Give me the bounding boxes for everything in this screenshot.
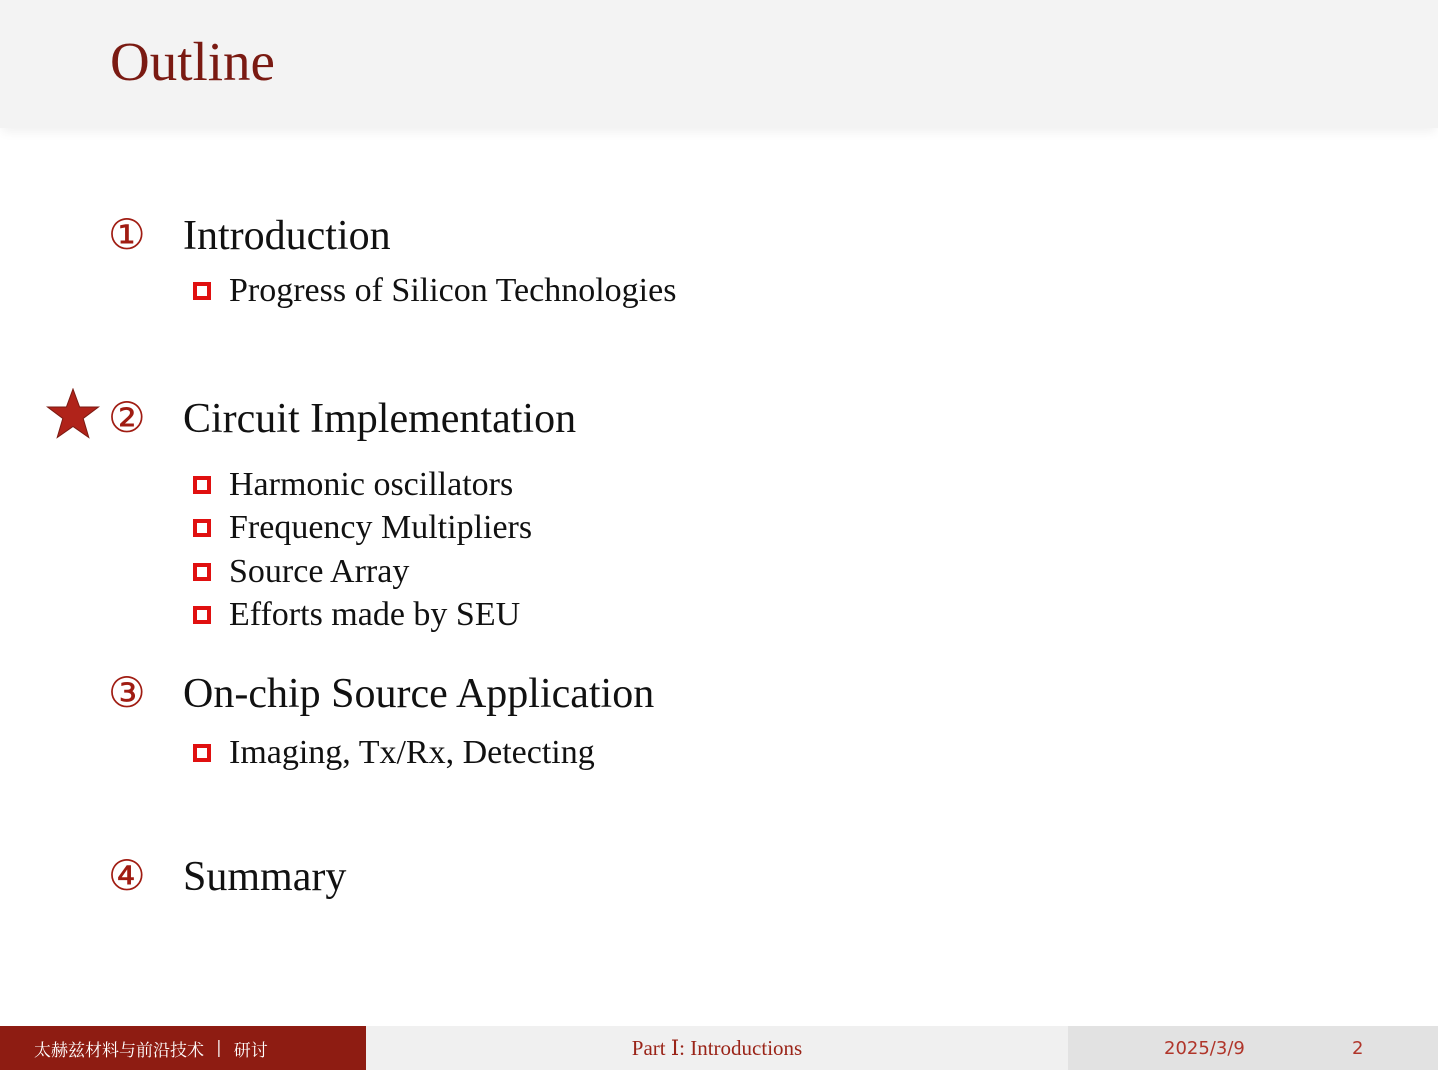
footer-separator: | [216, 1038, 222, 1058]
footer-part-label: Part Ⅰ: Introductions [366, 1026, 1068, 1070]
square-bullet-icon [193, 563, 211, 581]
list-item: Imaging, Tx/Rx, Detecting [193, 736, 595, 770]
footer-date: 2025/3/9 [1164, 1038, 1245, 1059]
square-bullet-icon [193, 606, 211, 624]
square-bullet-icon [193, 282, 211, 300]
square-bullet-icon [193, 476, 211, 494]
section-title: Introduction [183, 213, 391, 259]
list-item: Frequency Multipliers [193, 511, 532, 545]
section-title: On-chip Source Application [183, 671, 655, 717]
list-item: Efforts made by SEU [193, 598, 520, 632]
square-bullet-icon [193, 744, 211, 762]
page-number: 2 [1352, 1038, 1364, 1059]
section-number: ① [108, 213, 146, 259]
footer-meta [1068, 1026, 1438, 1070]
slide-title: Outline [110, 31, 275, 92]
section-number: ② [108, 396, 146, 442]
footer-organization [0, 1026, 366, 1070]
section-number: ④ [108, 854, 146, 900]
section-title: Summary [183, 854, 347, 900]
list-item: Harmonic oscillators [193, 468, 513, 502]
footer-org-name: 太赫兹材料与前沿技术 [34, 1040, 204, 1061]
footer-tag: 研讨 [233, 1040, 268, 1061]
current-section-star-icon [46, 388, 100, 440]
slide-header [0, 0, 1438, 128]
square-bullet-icon [193, 519, 211, 537]
section-title: Circuit Implementation [183, 396, 577, 442]
list-item: Progress of Silicon Technologies [193, 274, 676, 308]
list-item: Source Array [193, 555, 409, 589]
section-number: ③ [108, 671, 146, 717]
